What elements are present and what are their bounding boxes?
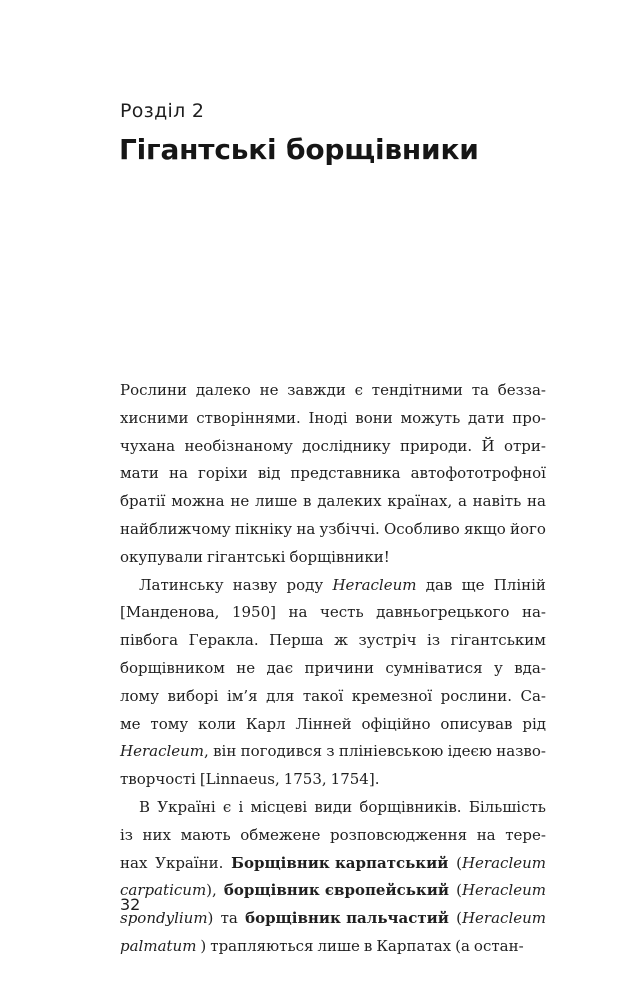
text-line <box>120 655 546 683</box>
word: його <box>510 519 546 538</box>
word: борщівник пальчастий <box>245 909 449 928</box>
word: найближчому <box>120 519 231 538</box>
word: завжди <box>287 381 346 399</box>
word: 1753, <box>283 770 327 789</box>
word: досліднику <box>302 436 391 455</box>
word: борщівник європейський <box>223 881 449 900</box>
text-line <box>120 794 546 822</box>
word: півбога <box>120 631 179 650</box>
word: він <box>213 742 237 761</box>
word: з <box>326 742 335 761</box>
word: плініевською <box>338 742 444 761</box>
word: Особливо <box>383 519 460 538</box>
word: і <box>238 797 244 816</box>
word: Геракла. <box>188 631 259 650</box>
word: (Heracleum <box>456 881 546 900</box>
word: борщівником <box>120 658 225 677</box>
word: дає <box>266 658 294 677</box>
word: коли <box>198 714 237 733</box>
word: Й <box>481 436 495 455</box>
text-line <box>120 711 546 739</box>
text-line <box>120 683 546 711</box>
word: якщо <box>463 519 506 538</box>
word: далеких <box>317 492 382 511</box>
word: горіхи <box>198 464 248 483</box>
text-line <box>120 377 546 405</box>
word: від <box>257 464 281 483</box>
word: зустріч <box>358 631 417 650</box>
word: можуть <box>400 408 461 427</box>
word: spondylium) <box>120 909 214 928</box>
word: Карл <box>245 714 286 733</box>
word: в <box>303 492 312 511</box>
word: для <box>266 686 295 705</box>
word: не <box>236 658 256 677</box>
word: чухана <box>120 436 176 455</box>
word: palmatum ) <box>120 936 207 955</box>
word: країнах, <box>387 492 453 511</box>
word: в <box>363 936 373 955</box>
word: на <box>168 464 188 483</box>
word: лише <box>254 492 298 511</box>
word: необізнаному <box>184 436 293 455</box>
word: лому <box>120 686 160 705</box>
word: отри- <box>503 436 546 455</box>
word: такої <box>302 686 344 705</box>
word: Борщівник карпатський <box>231 853 449 872</box>
word: нах <box>120 853 148 872</box>
word: гігантським <box>450 631 546 650</box>
text-line <box>120 822 546 850</box>
word: carpaticum), <box>120 881 217 900</box>
text-line <box>120 850 546 878</box>
word: а <box>457 492 467 511</box>
text-line <box>120 905 546 933</box>
word: Heracleum, <box>120 742 209 761</box>
word: створіннями. <box>196 408 301 427</box>
word: Перша <box>269 631 324 650</box>
word: назво- <box>496 742 546 761</box>
word: Лінней <box>295 714 352 733</box>
word: тере- <box>505 825 546 844</box>
text-line <box>120 627 546 655</box>
chapter-title: Гігантські борщівники <box>119 133 479 166</box>
word: (Heracleum <box>456 853 546 872</box>
word: розповсюдження <box>330 825 468 844</box>
word: давньогрецького <box>376 603 510 622</box>
word: узбіччі. <box>319 519 380 538</box>
word: Heracleum <box>332 575 417 594</box>
word: творчості <box>120 770 196 789</box>
word: Са- <box>520 686 546 705</box>
word: навіть <box>472 492 522 511</box>
text-line <box>120 933 546 961</box>
word: не <box>259 381 279 399</box>
paragraph <box>120 794 546 961</box>
word: дати <box>468 408 505 427</box>
word: Латинську <box>139 575 224 594</box>
word: окупували <box>120 547 203 566</box>
chapter-label: Розділ 2 <box>120 100 205 122</box>
word: них <box>142 825 172 844</box>
word: сумніватися <box>385 658 483 677</box>
word: трапляються <box>210 936 314 955</box>
word: остан- <box>473 936 524 955</box>
word: про- <box>512 408 546 427</box>
text-line <box>120 433 546 461</box>
word: мають <box>180 825 231 844</box>
word: не <box>230 492 250 511</box>
text-line <box>120 738 546 766</box>
text-line <box>120 516 546 544</box>
word: братії <box>120 492 166 511</box>
word: тому <box>150 714 189 733</box>
word: із <box>427 631 441 650</box>
word: честь <box>319 603 364 622</box>
word: борщівники! <box>289 547 390 566</box>
text-line <box>120 544 546 572</box>
word: тендітними <box>371 381 463 399</box>
word: природи. <box>399 436 473 455</box>
paragraph <box>120 377 546 572</box>
word: лише <box>317 936 360 955</box>
word: та <box>220 909 238 928</box>
word: далеко <box>195 381 251 399</box>
word: Більшість <box>468 797 546 816</box>
word: пікніку <box>234 519 293 538</box>
word: ще <box>461 575 485 594</box>
word: ім’я <box>226 686 258 705</box>
word: назву <box>232 575 278 594</box>
word: вда- <box>514 658 546 677</box>
word: Пліній <box>493 575 546 594</box>
word: Рослини <box>120 381 188 399</box>
word: безза- <box>497 381 546 399</box>
word: обмежене <box>240 825 321 844</box>
word: можна <box>171 492 225 511</box>
word: місцеві <box>250 797 308 816</box>
word: описував <box>440 714 513 733</box>
word: ж <box>334 631 348 650</box>
word: роду <box>286 575 324 594</box>
paragraph <box>120 572 546 794</box>
word: та <box>471 381 489 399</box>
word: причини <box>304 658 375 677</box>
word: мати <box>120 464 159 483</box>
word: на <box>476 825 496 844</box>
word: рід <box>522 714 546 733</box>
word: Україні <box>157 797 216 816</box>
text-line <box>120 488 546 516</box>
word: (а <box>455 936 470 955</box>
text-line <box>120 877 546 905</box>
word: борщівників. <box>359 797 462 816</box>
word: є <box>222 797 232 816</box>
word: Іноді <box>308 408 348 427</box>
word: автофототрофної <box>410 464 546 483</box>
word: Карпатах <box>376 936 452 955</box>
word: рослини. <box>440 686 512 705</box>
word: кремезної <box>351 686 433 705</box>
word: України. <box>155 853 224 872</box>
word: із <box>120 825 133 844</box>
text-line <box>120 766 546 794</box>
text-line <box>120 460 546 488</box>
body-text <box>120 377 546 961</box>
word: ме <box>120 714 141 733</box>
word: на <box>296 519 316 538</box>
word: ідеєю <box>447 742 492 761</box>
word: В <box>139 797 151 816</box>
word: 1754]. <box>330 770 380 789</box>
word: на <box>526 492 546 511</box>
word: погодився <box>240 742 323 761</box>
word: (Heracleum <box>456 909 546 928</box>
word: хисними <box>120 408 189 427</box>
word: 1950] <box>231 603 276 622</box>
page-number: 32 <box>120 895 141 914</box>
word: є <box>354 381 363 399</box>
word: виборі <box>167 686 219 705</box>
word: на- <box>521 603 546 622</box>
word: гігантські <box>206 547 286 566</box>
word: представника <box>290 464 401 483</box>
word: на <box>288 603 308 622</box>
word: дав <box>425 575 453 594</box>
word: види <box>314 797 353 816</box>
text-line <box>120 572 546 600</box>
word: [Манденова, <box>120 603 220 622</box>
text-line <box>120 405 546 433</box>
word: у <box>494 658 503 677</box>
word: [Linnaeus, <box>199 770 280 789</box>
word: офіційно <box>361 714 431 733</box>
text-line <box>120 599 546 627</box>
word: вони <box>355 408 393 427</box>
